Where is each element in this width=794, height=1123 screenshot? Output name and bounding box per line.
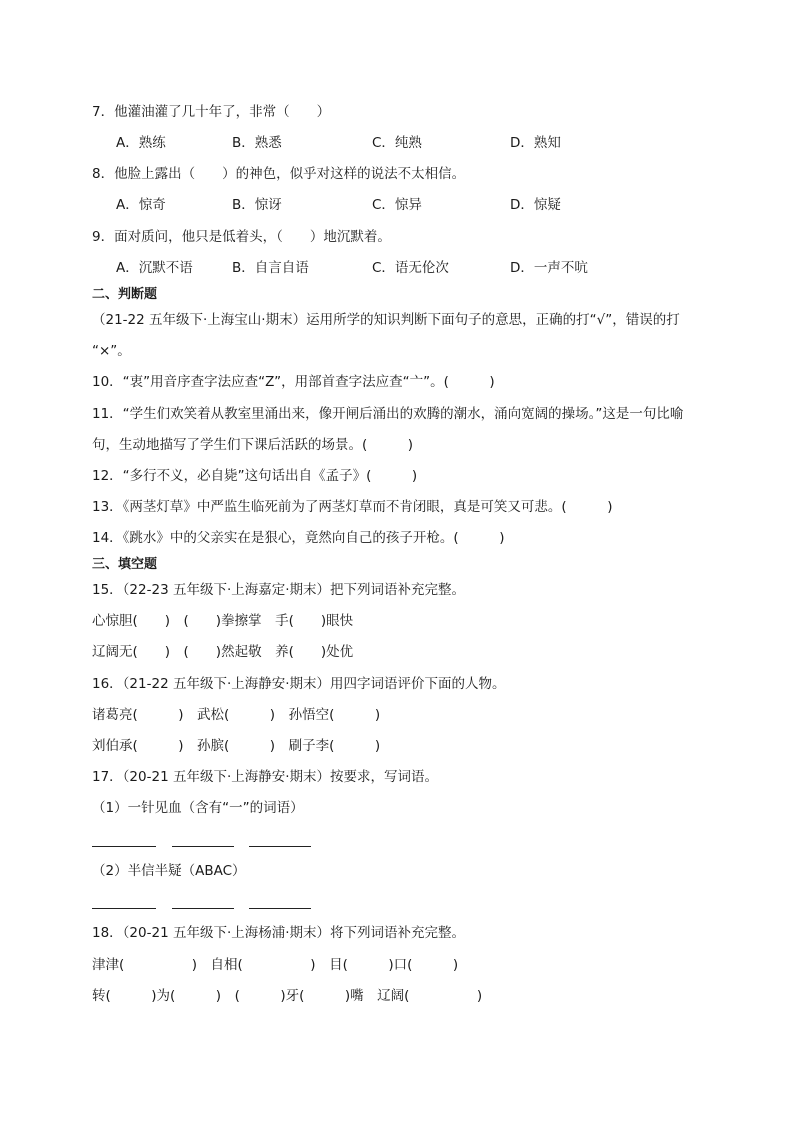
question-12: 12．“多行不义，必自毙”这句话出自《孟子》( ) <box>92 468 418 484</box>
question-18-stem: 18．（20-21 五年级下·上海杨浦·期末）将下列词语补充完整。 <box>92 925 466 941</box>
section-heading-judgement: 二、判断题 <box>92 287 158 302</box>
question-15-row1: 心惊胆( ) ( )拳擦掌 手( )眼快 <box>92 613 354 629</box>
question-16-row2: 刘伯承( ) 孙膑( ) 刷子李( ) <box>92 738 381 754</box>
question-7-stem: 7．他灌油灌了几十年了，非常（ ） <box>92 104 331 120</box>
answer-blank-line <box>172 908 234 909</box>
answer-blank-line <box>172 846 234 847</box>
question-8-option-c: C．惊异 <box>372 197 422 213</box>
question-14: 14．《跳水》中的父亲实在是狠心，竟然向自己的孩子开枪。( ) <box>92 530 505 546</box>
answer-blank-line <box>249 846 311 847</box>
question-17-sub1: （1）一针见血（含有“一”的词语） <box>92 800 304 816</box>
question-11-line1: 11．“学生们欢笑着从教室里涌出来，像开闸后涌出的欢腾的潮水，涌向宽阔的操场。”这是一句比喻 <box>92 406 684 422</box>
question-7-option-c: C．纯熟 <box>372 135 422 151</box>
section2-intro-line2: “×”。 <box>92 343 131 359</box>
question-18-row1: 津津( ) 自相( ) 目( )口( ) <box>92 957 459 973</box>
question-17-sub2: （2）半信半疑（ABAC） <box>92 863 246 879</box>
question-9-option-a: A．沉默不语 <box>116 260 193 276</box>
answer-blank-line <box>92 908 156 909</box>
question-9-option-d: D．一声不吭 <box>510 260 588 276</box>
question-10: 10．“衷”用音序查字法应查“Z”，用部首查字法应查“亠”。( ) <box>92 374 495 390</box>
question-7-option-a: A．熟练 <box>116 135 166 151</box>
question-8-stem: 8．他脸上露出（ ）的神色，似乎对这样的说法不太相信。 <box>92 166 466 182</box>
question-8-option-a: A．惊奇 <box>116 197 166 213</box>
question-9-option-c: C．语无伦次 <box>372 260 449 276</box>
question-11-line2: 句，生动地描写了学生们下课后活跃的场景。( ) <box>92 437 414 453</box>
question-15-stem: 15．（22-23 五年级下·上海嘉定·期末）把下列词语补充完整。 <box>92 582 466 598</box>
answer-blank-line <box>92 846 156 847</box>
question-16-row1: 诸葛亮( ) 武松( ) 孙悟空( ) <box>92 707 381 723</box>
question-16-stem: 16．（21-22 五年级下·上海静安·期末）用四字词语评价下面的人物。 <box>92 676 506 692</box>
section-heading-fill-blank: 三、填空题 <box>92 557 158 572</box>
question-15-row2: 辽阔无( ) ( )然起敬 养( )处优 <box>92 644 354 660</box>
question-8-option-d: D．惊疑 <box>510 197 561 213</box>
question-7-option-d: D．熟知 <box>510 135 561 151</box>
question-17-stem: 17．（20-21 五年级下·上海静安·期末）按要求，写词语。 <box>92 769 439 785</box>
question-9-stem: 9．面对质问，他只是低着头，（ ）地沉默着。 <box>92 229 391 245</box>
question-8-option-b: B．惊讶 <box>232 197 282 213</box>
section2-intro-line1: （21-22 五年级下·上海宝山·期末）运用所学的知识判断下面句子的意思，正确的打“√”，错误的打 <box>92 312 680 328</box>
question-7-option-b: B．熟悉 <box>232 135 282 151</box>
question-9-option-b: B．自言自语 <box>232 260 309 276</box>
question-13: 13．《两茎灯草》中严监生临死前为了两茎灯草而不肯闭眼，真是可笑又可悲。( ) <box>92 499 613 515</box>
question-18-row2: 转( )为( ) ( )牙( )嘴 辽阔( ) <box>92 988 483 1004</box>
answer-blank-line <box>249 908 311 909</box>
